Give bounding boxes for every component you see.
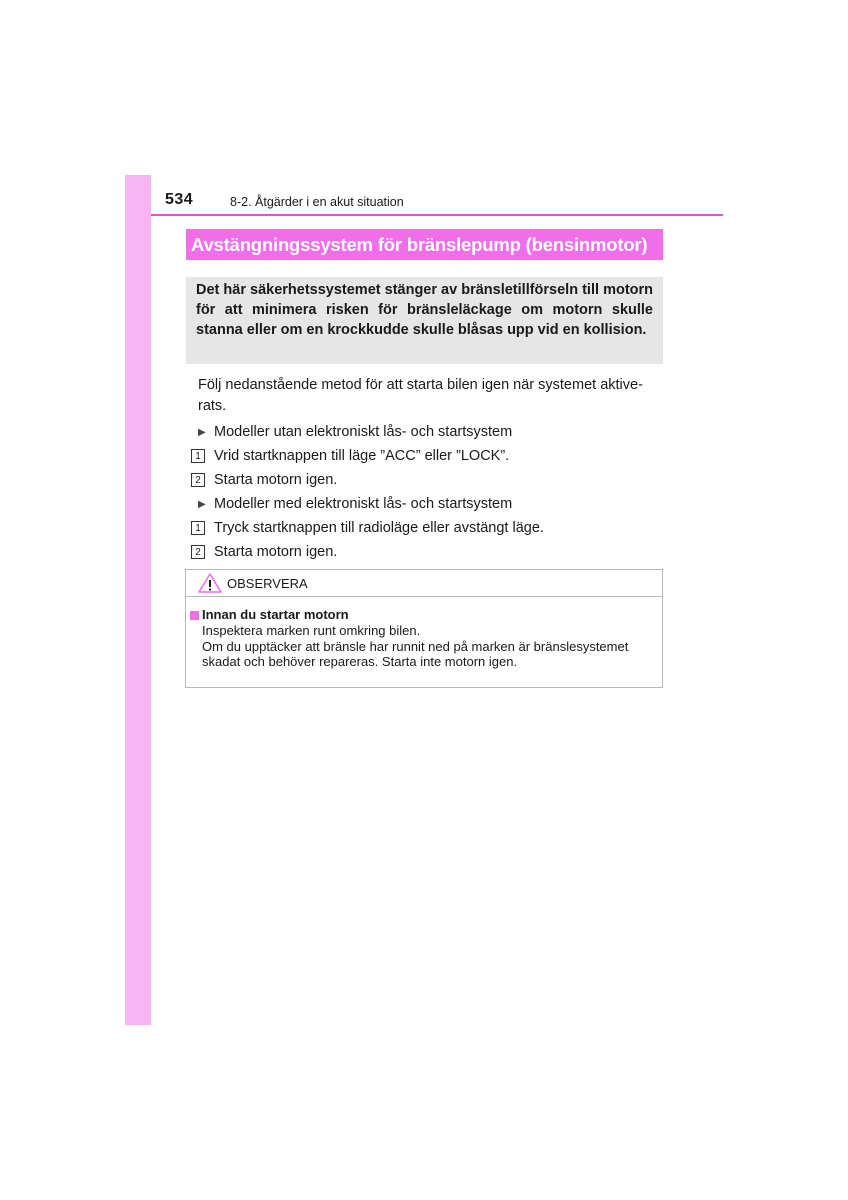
step-number: 2 xyxy=(191,545,205,559)
step-item xyxy=(186,540,663,564)
step-text: Starta motorn igen. xyxy=(214,544,338,560)
step-text: Vrid startknappen till läge ”ACC” eller ”LOCK”. xyxy=(214,448,510,464)
model-heading xyxy=(186,420,663,444)
pink-square-icon xyxy=(190,611,199,620)
notice-subheading-text: Innan du startar motorn xyxy=(202,607,349,622)
notice-subheading xyxy=(190,607,662,623)
step-number: 1 xyxy=(191,449,205,463)
page-number: 534 xyxy=(165,191,194,208)
notice-line: skadat och behöver repareras. Starta inte motorn igen. xyxy=(202,654,518,670)
notice-body xyxy=(186,597,662,670)
summary-box xyxy=(186,277,663,364)
triangle-right-icon: ▶ xyxy=(198,426,206,438)
section-title: Avstängningssystem för bränslepump (bensinmotor) xyxy=(191,234,648,255)
instructions xyxy=(186,375,663,564)
notice-header xyxy=(186,570,662,597)
step-item xyxy=(186,516,663,540)
model-heading xyxy=(186,492,663,516)
step-item xyxy=(186,468,663,492)
section-title-bar xyxy=(186,229,663,260)
header-rule xyxy=(151,214,723,216)
model-heading-label: Modeller med elektroniskt lås- och startsystem xyxy=(214,496,513,512)
intro-text: Följ nedanstående metod för att starta bilen igen när systemet aktive-rats. xyxy=(198,377,643,414)
step-text: Starta motorn igen. xyxy=(214,472,338,488)
step-number: 2 xyxy=(191,473,205,487)
step-item xyxy=(186,444,663,468)
model-heading-label: Modeller utan elektroniskt lås- och startsystem xyxy=(214,424,513,440)
notice-line: Om du upptäcker att bränsle har runnit ned på marken är bränslesystemet xyxy=(202,638,629,654)
step-number: 1 xyxy=(191,521,205,535)
notice-line: Inspektera marken runt omkring bilen. xyxy=(202,623,421,638)
notice-box xyxy=(185,569,663,688)
summary-text: Det här säkerhetssystemet stänger av bränsletillförseln till motorn för att minimera risken för bränsleläckage om motorn skulle stanna eller om en krockkudde skulle blåsas upp vid en kollision. xyxy=(196,282,653,339)
notice-label: OBSERVERA xyxy=(227,575,308,591)
side-tab xyxy=(125,175,151,1025)
triangle-right-icon: ▶ xyxy=(198,498,206,510)
step-text: Tryck startknappen till radioläge eller avstängt läge. xyxy=(214,520,544,536)
warning-triangle-icon xyxy=(198,573,222,593)
chapter-title: 8-2. Åtgärder i en akut situation xyxy=(230,195,404,209)
